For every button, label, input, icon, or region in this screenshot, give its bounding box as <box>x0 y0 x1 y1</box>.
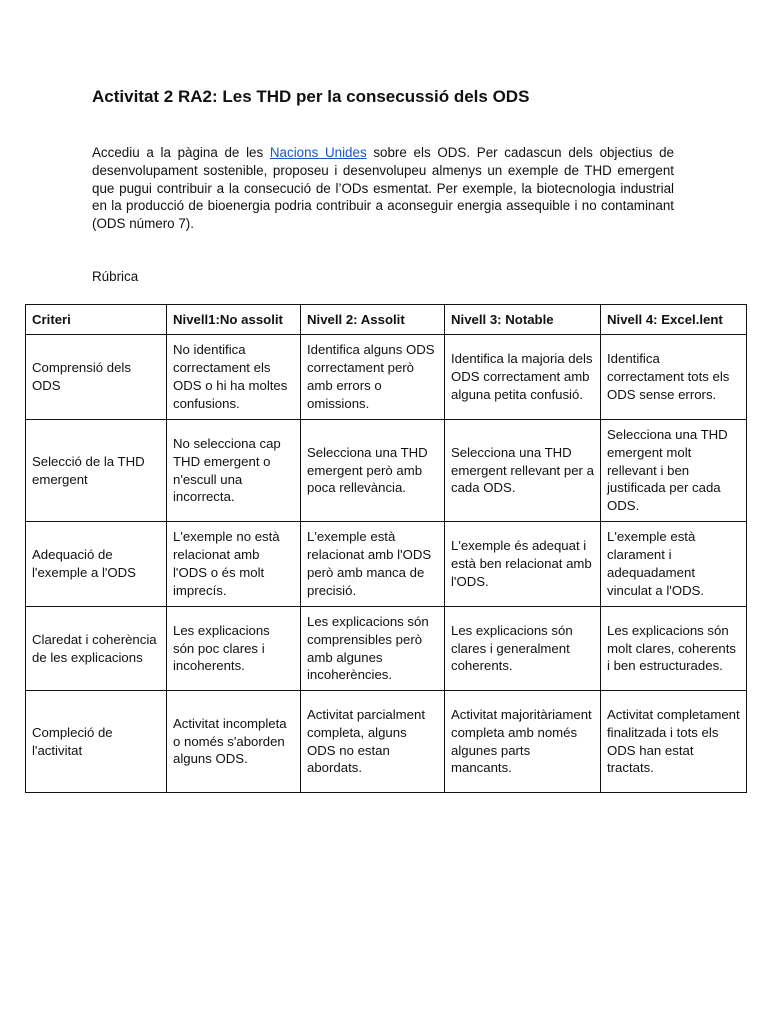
table-row <box>26 607 747 691</box>
table-row <box>26 335 747 420</box>
criterion-cell: Compleció de l'activitat <box>26 691 167 793</box>
criterion-cell: Claredat i coherència de les explicacions <box>26 607 167 691</box>
level-1-cell: L'exemple no està relacionat amb l'ODS o és molt imprecís. <box>167 522 301 607</box>
level-3-cell: Les explicacions són clares i generalment coherents. <box>445 607 601 691</box>
level-3-cell: Selecciona una THD emergent rellevant per a cada ODS. <box>445 420 601 522</box>
intro-text-start: Accediu a la pàgina de les <box>92 145 270 160</box>
criterion-cell: Comprensió dels ODS <box>26 335 167 420</box>
level-4-cell: Identifica correctament tots els ODS sense errors. <box>601 335 747 420</box>
level-3-cell: Activitat majoritàriament completa amb només algunes parts mancants. <box>445 691 601 793</box>
level-4-cell: Les explicacions són molt clares, coherents i ben estructurades. <box>601 607 747 691</box>
level-1-cell: Les explicacions són poc clares i incoherents. <box>167 607 301 691</box>
level-2-cell: L'exemple està relacionat amb l'ODS però amb manca de precisió. <box>301 522 445 607</box>
level-2-cell: Les explicacions són comprensibles però amb algunes incoherències. <box>301 607 445 691</box>
level-4-cell: Selecciona una THD emergent molt rellevant i ben justificada per cada ODS. <box>601 420 747 522</box>
level-1-cell: No selecciona cap THD emergent o n'escull una incorrecta. <box>167 420 301 522</box>
level-3-cell: Identifica la majoria dels ODS correctament amb alguna petita confusió. <box>445 335 601 420</box>
level-1-cell: No identifica correctament els ODS o hi ha moltes confusions. <box>167 335 301 420</box>
level-4-cell: Activitat completament finalitzada i tots els ODS han estat tractats. <box>601 691 747 793</box>
header-criteri: Criteri <box>26 305 167 335</box>
level-2-cell: Identifica alguns ODS correctament però amb errors o omissions. <box>301 335 445 420</box>
nacions-unides-link[interactable]: Nacions Unides <box>269 145 367 160</box>
level-3-cell: L'exemple és adequat i està ben relacionat amb l'ODS. <box>445 522 601 607</box>
intro-paragraph <box>92 144 674 233</box>
level-1-cell: Activitat incompleta o només s'aborden alguns ODS. <box>167 691 301 793</box>
header-nivell-4: Nivell 4: Excel.lent <box>601 305 747 335</box>
criterion-cell: Selecció de la THD emergent <box>26 420 167 522</box>
level-2-cell: Activitat parcialment completa, alguns ODS no estan abordats. <box>301 691 445 793</box>
header-nivell-3: Nivell 3: Notable <box>445 305 601 335</box>
level-4-cell: L'exemple està clarament i adequadament vinculat a l'ODS. <box>601 522 747 607</box>
table-row <box>26 420 747 522</box>
table-row <box>26 691 747 793</box>
intro-text-end: sobre els ODS. Per cadascun dels objectius de desenvolupament sostenible, proposeu i desenvolupeu almenys un exemple de THD emergent que pugui contribuir a la consecució de l’ODs esmentat. Per exemple, la biotecnologia industrial en la producció de bioenergia podria contribuir a aconseguir energia assequible i no contaminant (ODS número 7). <box>92 145 675 232</box>
level-2-cell: Selecciona una THD emergent però amb poca rellevància. <box>301 420 445 522</box>
header-nivell-1: Nivell1:No assolit <box>167 305 301 335</box>
header-nivell-2: Nivell 2: Assolit <box>301 305 445 335</box>
criterion-cell: Adequació de l'exemple a l'ODS <box>26 522 167 607</box>
rubric-table <box>25 304 747 793</box>
rubric-label: Rúbrica <box>92 269 139 284</box>
table-row <box>26 522 747 607</box>
document-title: Activitat 2 RA2: Les THD per la consecussió dels ODS <box>92 87 530 106</box>
rubric-header-row <box>26 305 747 335</box>
